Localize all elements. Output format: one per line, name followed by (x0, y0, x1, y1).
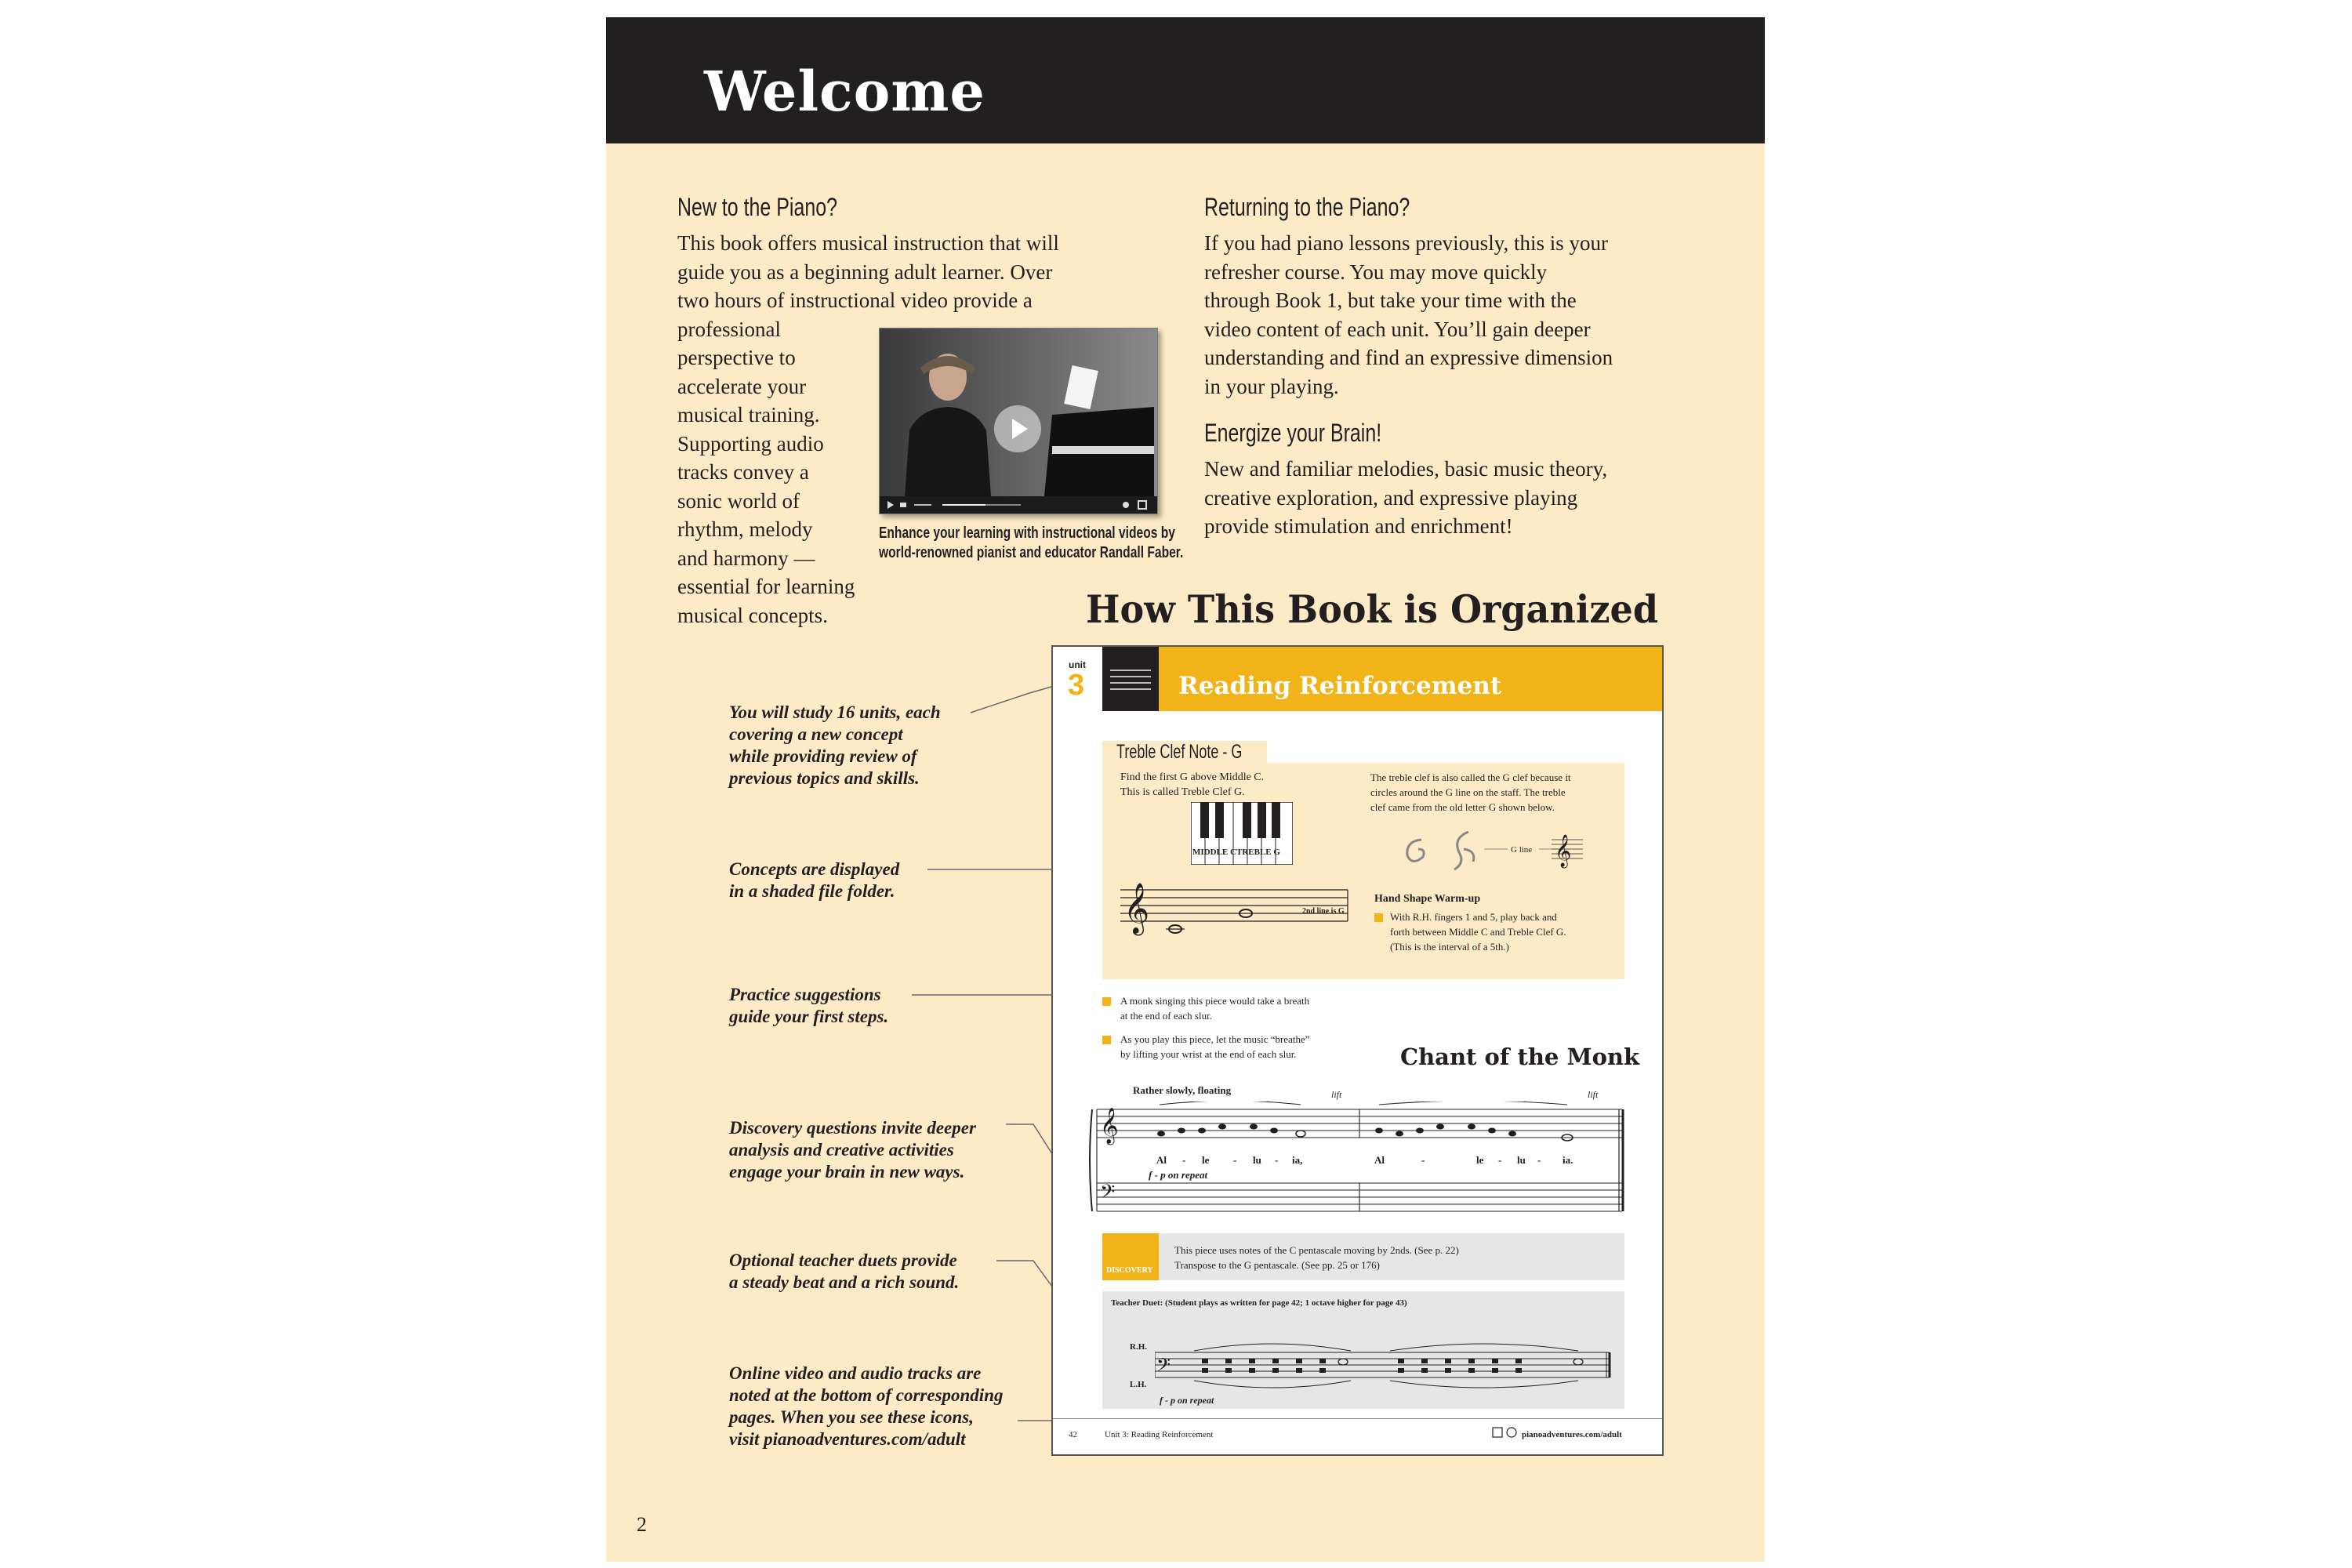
piano-image (1036, 360, 1154, 496)
footer-unit: Unit 3: Reading Reinforcement (1105, 1430, 1214, 1439)
header-bar (606, 17, 1765, 143)
discovery-label: DISCOVERY (1106, 1266, 1153, 1275)
middle-c-key-label: MIDDLE C (1192, 848, 1236, 857)
lyric: - (1182, 1154, 1186, 1166)
text-line: and harmony — (677, 546, 815, 570)
svg-text:𝄢: 𝄢 (1100, 1181, 1116, 1208)
lyric: - (1233, 1154, 1237, 1166)
text-line: essential for learning (677, 575, 855, 598)
annotation-line: while providing review of (729, 746, 917, 766)
annotation-line: visit pianoadventures.com/adult (729, 1429, 966, 1449)
annotation-line: You will study 16 units, each (729, 702, 941, 722)
footer-rule (1053, 1418, 1662, 1419)
video-caption (879, 524, 1183, 563)
text-line: (This is the interval of a 5th.) (1390, 941, 1509, 953)
text-line: perspective to (677, 346, 796, 369)
lyric: le (1202, 1154, 1210, 1166)
text-line: professional (677, 317, 781, 341)
text-line: refresher course. You may move quickly (1204, 260, 1548, 284)
text-line: As you play this piece, let the music “breathe” (1120, 1033, 1310, 1045)
lyric: Al (1156, 1154, 1167, 1166)
annotation-concepts (729, 858, 899, 902)
text-line: video content of each unit. You’ll gain deeper (1204, 317, 1591, 341)
energize-heading: Energize your Brain! (1204, 419, 1382, 447)
annotation-line: noted at the bottom of corresponding (729, 1385, 1004, 1405)
text-line: Transpose to the G pentascale. (See pp. 25 or 176) (1174, 1259, 1380, 1271)
text-line: circles around the G line on the staff. The treble (1370, 786, 1566, 798)
text-line: rhythm, melody (677, 517, 813, 541)
text-line: clef came from the old letter G shown below. (1370, 801, 1555, 813)
text-line: tracks convey a (677, 460, 809, 484)
video-audio-icons (1492, 1426, 1519, 1439)
text-line: musical training. (677, 403, 820, 426)
controls-icons (880, 496, 1157, 514)
duet-title: Teacher Duet: (Student plays as written for page 42; 1 octave higher for page 43) (1111, 1298, 1407, 1308)
annotation-line: covering a new concept (729, 724, 903, 744)
video-thumbnail[interactable] (879, 328, 1158, 514)
chant-score (1089, 1102, 1630, 1219)
annotation-line: Optional teacher duets provide (729, 1250, 957, 1270)
text-line: two hours of instructional video provide a (677, 289, 1033, 312)
organized-heading: How This Book is Organized (1086, 586, 1659, 632)
duet-dynamic: f - p on repeat (1160, 1395, 1214, 1406)
svg-text:𝄞: 𝄞 (1100, 1108, 1119, 1144)
footer-page-number: 42 (1069, 1430, 1077, 1439)
text-line: through Book 1, but take your time with the (1204, 289, 1577, 312)
lh-label: L.H. (1130, 1380, 1147, 1389)
unit-number: 3 (1068, 669, 1085, 702)
tempo-marking: Rather slowly, floating (1133, 1084, 1232, 1096)
text-line: by lifting your wrist at the end of each slur. (1120, 1048, 1297, 1060)
svg-text:𝄞: 𝄞 (1555, 835, 1572, 867)
text-line: at the end of each slur. (1120, 1010, 1212, 1022)
discovery-text (1174, 1243, 1459, 1272)
annotation-units (729, 702, 941, 789)
returning-heading: Returning to the Piano? (1204, 193, 1410, 221)
text-line: provide stimulation and enrichment! (1204, 514, 1513, 538)
dynamic-marking: f - p on repeat (1149, 1169, 1208, 1181)
unit-label: unit (1069, 659, 1086, 670)
rh-label: R.H. (1130, 1342, 1147, 1352)
text-line: Supporting audio (677, 431, 824, 456)
footer-url: pianoadventures.com/adult (1522, 1430, 1622, 1439)
text-line: This is called Treble Clef G. (1120, 786, 1245, 798)
svg-text:𝄢: 𝄢 (1156, 1354, 1171, 1380)
text-line: guide you as a beginning adult learner. Over (677, 260, 1053, 284)
second-line-label: 2nd line is G (1302, 907, 1345, 916)
duet-score (1155, 1337, 1617, 1392)
annotation-online (729, 1363, 1004, 1450)
unit-banner-icon (1102, 647, 1159, 711)
text-line: New and familiar melodies, basic music theory, (1204, 457, 1608, 481)
annotation-line: in a shaded file folder. (729, 881, 895, 901)
lyric: lu (1253, 1154, 1261, 1166)
annotation-line: previous topics and skills. (729, 768, 920, 788)
page-number: 2 (637, 1513, 647, 1536)
staff-icon (1102, 647, 1159, 711)
book-page (606, 17, 1765, 1562)
annotation-discovery (729, 1117, 976, 1183)
folder-right-text (1370, 770, 1571, 815)
lyric: - (1498, 1154, 1502, 1166)
annotation-line: pages. When you see these icons, (729, 1407, 974, 1427)
new-to-piano-heading: New to the Piano? (677, 193, 837, 221)
text-line: creative exploration, and expressive playing (1204, 485, 1578, 510)
practice-text-2 (1120, 1032, 1310, 1062)
page-title: Welcome (704, 59, 985, 124)
lyric: - (1275, 1154, 1279, 1166)
warmup-title: Hand Shape Warm-up (1374, 893, 1481, 905)
text-line: sonic world of (677, 488, 800, 513)
annotation-line: engage your brain in new ways. (729, 1162, 965, 1181)
unit-title: Reading Reinforcement (1178, 672, 1502, 700)
practice-bullet (1102, 1036, 1111, 1044)
video-controls[interactable] (880, 496, 1157, 514)
annotation-line: Discovery questions invite deeper (729, 1118, 976, 1138)
annotation-line: Online video and audio tracks are (729, 1363, 982, 1383)
text-line: accelerate your (677, 374, 807, 398)
annotation-line: analysis and creative activities (729, 1140, 954, 1160)
lift-marking: lift (1331, 1089, 1342, 1100)
annotation-line: Practice suggestions (729, 985, 881, 1004)
presenter-image (905, 344, 991, 496)
text-line: forth between Middle C and Treble Clef G. (1390, 926, 1566, 938)
caption-line: Enhance your learning with instructional videos by (879, 524, 1175, 542)
text-line: understanding and find an expressive dimension (1204, 346, 1613, 369)
text-line: in your playing. (1204, 374, 1339, 398)
caption-line: world-renowned pianist and educator Randall Faber. (879, 544, 1184, 561)
treble-g-key-label: TREBLE G (1236, 848, 1280, 857)
lyric: Al (1374, 1154, 1385, 1166)
text-line: Find the first G above Middle C. (1120, 771, 1265, 783)
annotation-line: a steady beat and a rich sound. (729, 1272, 960, 1292)
folder-title: Treble Clef Note - G (1116, 741, 1243, 763)
sample-book-page (1051, 645, 1664, 1456)
lyric: - (1537, 1154, 1541, 1166)
energize-text (1204, 455, 1607, 541)
annotation-duets (729, 1250, 959, 1294)
returning-text (1204, 229, 1613, 401)
annotation-line: Concepts are displayed (729, 859, 900, 879)
g-line-label: G line (1511, 845, 1533, 855)
text-line: The treble clef is also called the G clef because it (1370, 771, 1571, 783)
folder-left-text (1120, 770, 1264, 800)
warmup-text (1390, 909, 1566, 954)
text-line: This piece uses notes of the C pentascale moving by 2nds. (See p. 22) (1174, 1244, 1459, 1256)
lyric: ia. (1563, 1154, 1573, 1166)
lyric: - (1421, 1154, 1425, 1166)
warmup-bullet (1374, 913, 1383, 922)
lift-marking: lift (1588, 1089, 1599, 1100)
text-line: musical concepts. (677, 603, 828, 627)
practice-text-1 (1120, 993, 1309, 1023)
annotation-line: guide your first steps. (729, 1007, 889, 1026)
play-button[interactable] (994, 405, 1041, 452)
text-line: A monk singing this piece would take a breath (1120, 995, 1310, 1007)
svg-text:𝄞: 𝄞 (1123, 883, 1150, 934)
annotation-practice (729, 984, 888, 1028)
g-clef-evolution (1398, 826, 1586, 873)
lyric: ia, (1292, 1154, 1303, 1166)
lyric: lu (1517, 1154, 1526, 1166)
lyric: le (1476, 1154, 1484, 1166)
practice-bullet (1102, 997, 1111, 1006)
text-line: If you had piano lessons previously, this is your (1204, 231, 1608, 255)
piece-title: Chant of the Monk (1400, 1044, 1640, 1070)
text-line: With R.H. fingers 1 and 5, play back and (1390, 911, 1557, 923)
text-line: This book offers musical instruction that will (677, 231, 1059, 255)
